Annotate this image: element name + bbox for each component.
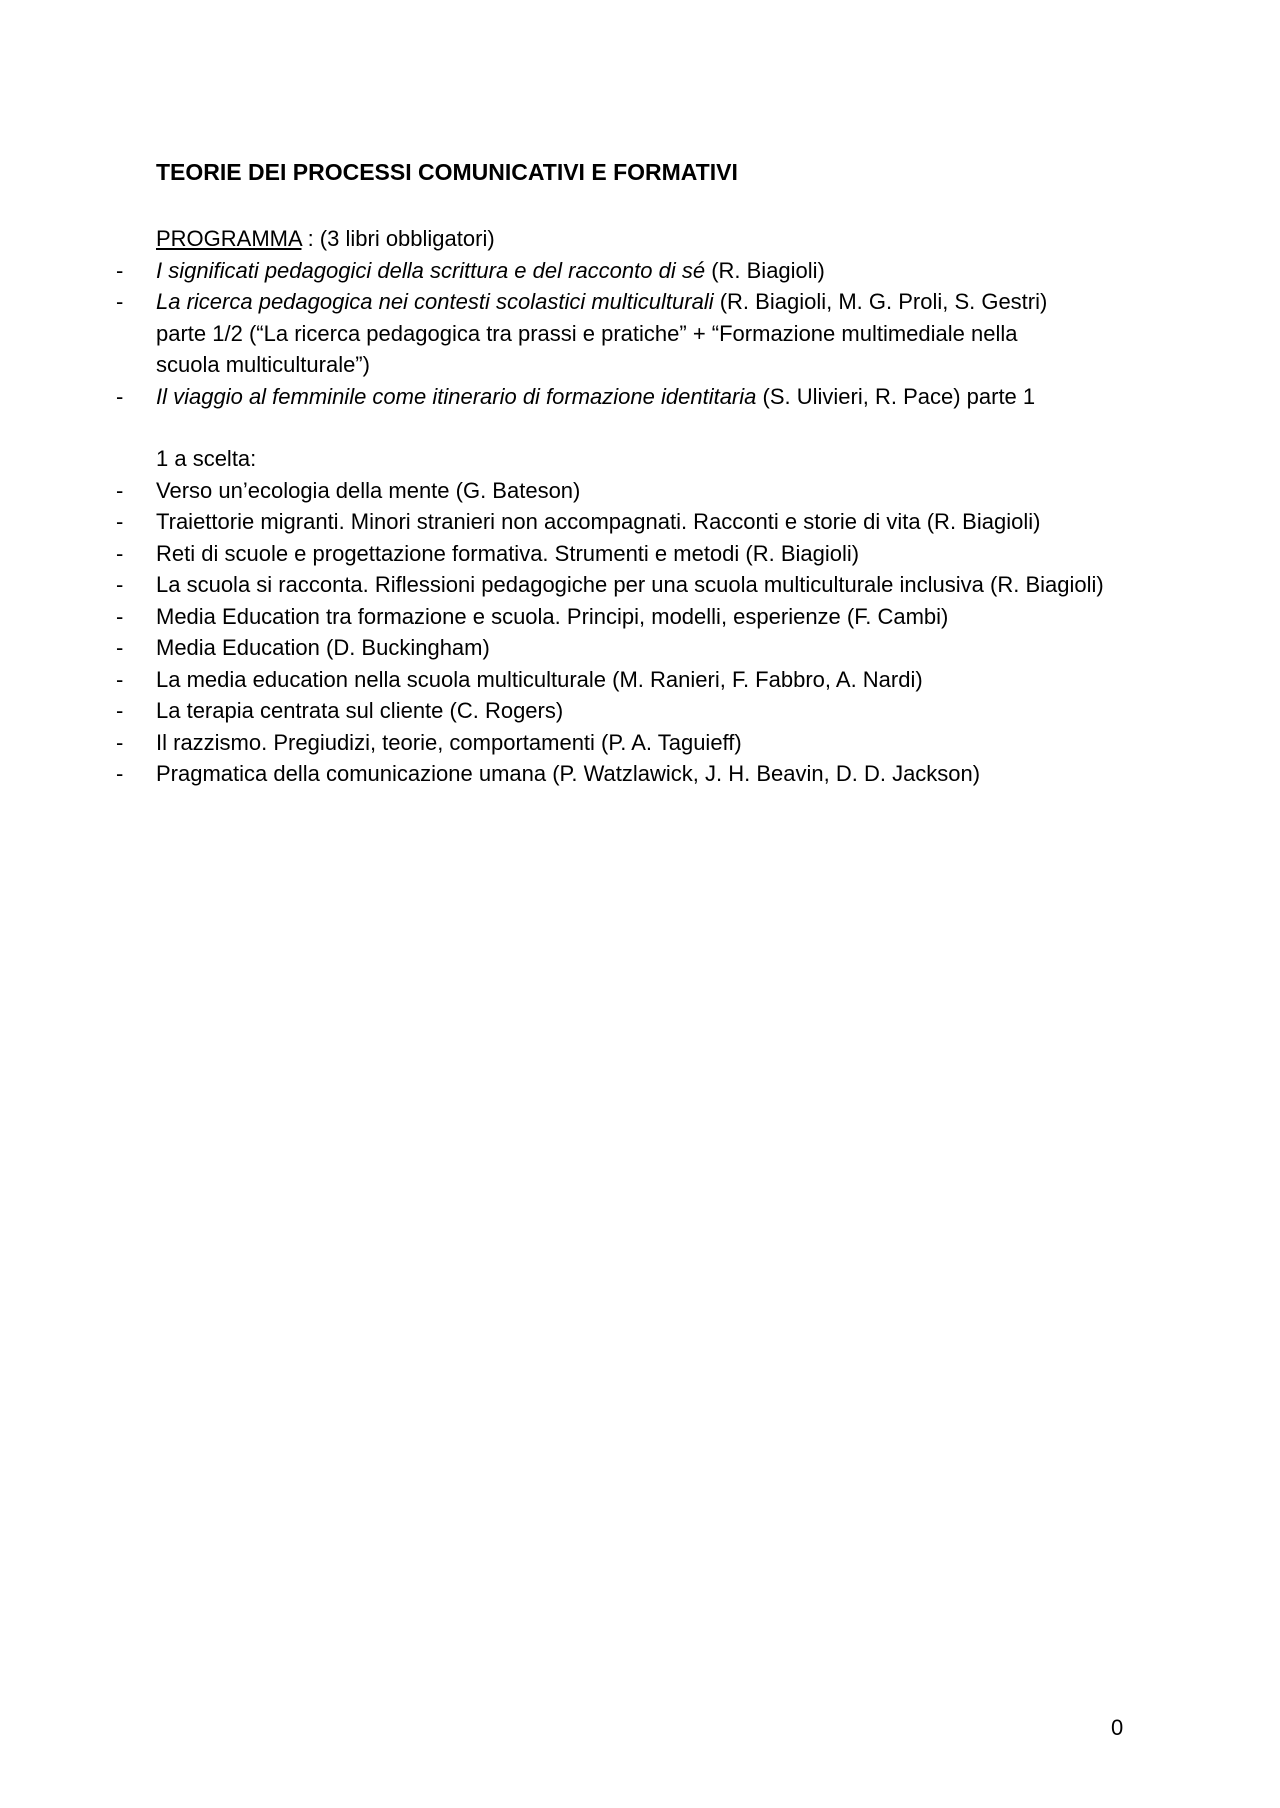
required-section [116,223,1210,412]
page-number: 0 [1111,1715,1124,1740]
choice-heading: 1 a scelta: [156,446,257,471]
document-title: TEORIE DEI PROCESSI COMUNICATIVI E FORMATIVI [156,159,738,185]
list-item [116,601,1210,633]
book-title: La ricerca pedagogica nei contesti scolastici multiculturali [156,289,714,314]
bullet-dash: - [116,257,124,283]
list-item [116,758,1210,790]
bullet-dash: - [116,509,124,534]
bullet-dash: - [116,698,124,723]
bullet-dash: - [116,729,124,755]
book-title: I significati pedagogici della scrittura e del racconto di sé [156,257,706,283]
book-entry: Il razzismo. Pregiudizi, teorie, comportamenti (P. A. Taguieff) [156,729,742,755]
book-entry: Pragmatica della comunicazione umana (P. Watzlawick, J. H. Beavin, D. D. Jackson) [156,761,981,786]
bullet-dash: - [116,477,124,503]
list-item [116,475,1210,507]
book-entry: La scuola si racconta. Riflessioni pedagogiche per una scuola multiculturale inclusiva (R. Biagioli) [156,572,1104,597]
optional-books-list [116,475,1210,790]
list-item [116,538,1210,570]
programma-suffix: : (3 libri obbligatori) [301,226,495,251]
required-books-list [116,255,1210,413]
book-details: (R. Biagioli, M. G. Proli, S. Gestri) [713,289,1048,314]
book-entry: Reti di scuole e progettazione formativa. Strumenti e metodi (R. Biagioli) [156,540,860,566]
list-item [116,381,1210,413]
list-item [116,286,1210,381]
list-item [116,255,1210,287]
bullet-dash: - [116,761,124,786]
book-entry: Traiettorie migranti. Minori stranieri non accompagnati. Racconti e storie di vita (R. Biagioli) [156,509,1041,534]
list-item [116,695,1210,727]
optional-section [116,443,1210,790]
book-details-line: parte 1/2 (“La ricerca pedagogica tra prassi e pratiche” + “Formazione multimediale nella [156,320,1018,346]
bullet-dash: - [116,603,124,629]
book-entry: La terapia centrata sul cliente (C. Rogers) [156,698,564,723]
book-entry: La media education nella scuola multiculturale (M. Ranieri, F. Fabbro, A. Nardi) [156,666,923,692]
book-entry: Media Education tra formazione e scuola. Principi, modelli, esperienze (F. Cambi) [156,603,949,629]
bullet-dash: - [116,666,124,692]
list-item [116,569,1210,601]
bullet-dash: - [116,289,124,314]
book-title: Il viaggio al femminile come itinerario di formazione identitaria [156,383,757,409]
book-details: (R. Biagioli) [705,257,825,283]
book-details: (S. Ulivieri, R. Pace) parte 1 [756,383,1036,409]
book-entry: Media Education (D. Buckingham) [156,635,490,660]
list-item [116,632,1210,664]
programma-heading [156,223,1210,255]
bullet-dash: - [116,635,124,660]
bullet-dash: - [116,572,124,597]
bullet-dash: - [116,383,124,409]
book-entry: Verso un’ecologia della mente (G. Bateson) [156,477,581,503]
bullet-dash: - [116,540,124,566]
list-item [116,664,1210,696]
list-item [116,506,1210,538]
list-item [116,727,1210,759]
book-details-line: scuola multiculturale”) [156,352,370,377]
programma-label: PROGRAMMA [156,226,302,251]
